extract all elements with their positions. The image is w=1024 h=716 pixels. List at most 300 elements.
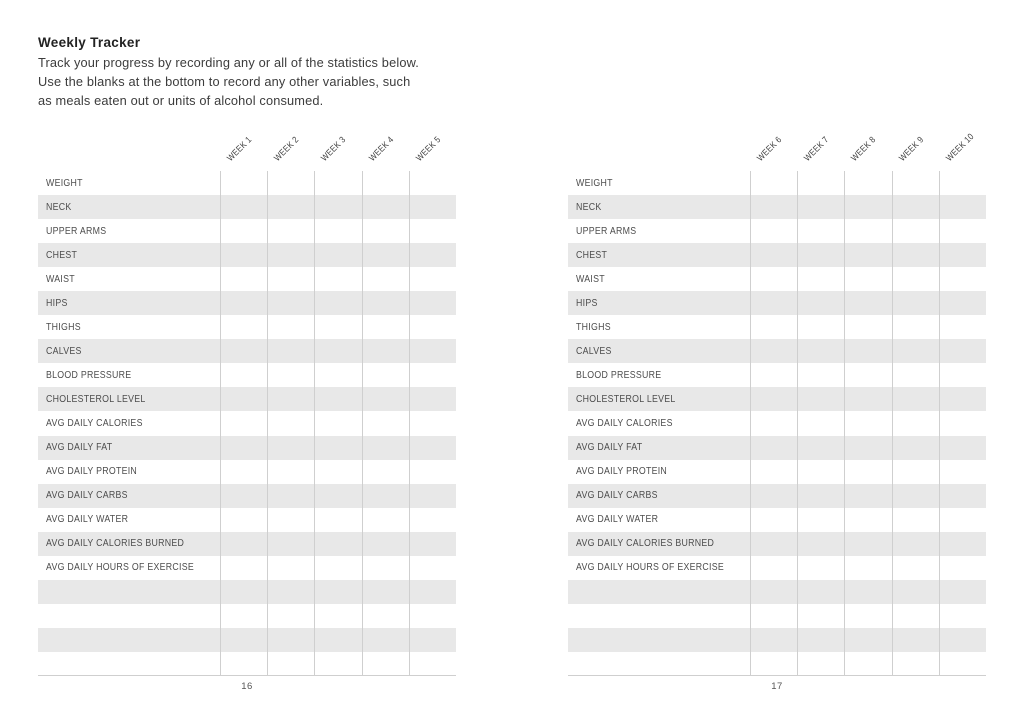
week-cell [750, 436, 797, 460]
week-cell [797, 604, 844, 628]
week-column-header: WEEK 2 [272, 134, 301, 163]
tracker-table-weeks-6-10 [568, 131, 986, 692]
week-cell [892, 315, 939, 339]
week-cell [220, 339, 267, 363]
row-label [38, 580, 220, 604]
week-cell [892, 219, 939, 243]
week-cell [939, 628, 986, 652]
week-cell [220, 508, 267, 532]
tracker-row [568, 267, 986, 291]
week-cell [314, 436, 361, 460]
row-label: THIGHS [576, 321, 611, 333]
row-label [38, 628, 220, 652]
week-cell [892, 339, 939, 363]
week-cell [409, 243, 456, 267]
row-label: UPPER ARMS [46, 225, 107, 237]
week-cell [797, 508, 844, 532]
week-cell [362, 580, 409, 604]
week-cell [939, 532, 986, 556]
week-cell [267, 652, 314, 676]
row-label: AVG DAILY CALORIES [576, 417, 673, 429]
week-cell [750, 387, 797, 411]
week-cell [220, 195, 267, 219]
week-cell [750, 363, 797, 387]
row-label [38, 652, 220, 676]
page-description [38, 54, 508, 110]
week-cell [314, 339, 361, 363]
week-cell [939, 460, 986, 484]
week-cell [892, 436, 939, 460]
week-cell [362, 171, 409, 195]
week-cell [314, 652, 361, 676]
week-cell [750, 243, 797, 267]
week-cell [892, 387, 939, 411]
row-label: HIPS [576, 297, 598, 309]
week-cell [939, 508, 986, 532]
week-cell [750, 267, 797, 291]
week-cell [409, 628, 456, 652]
week-cell [892, 652, 939, 676]
week-cell [409, 508, 456, 532]
week-cell [892, 580, 939, 604]
week-cell [314, 267, 361, 291]
description-line: Track your progress by recording any or all of the statistics below. [38, 55, 419, 70]
week-cell [750, 556, 797, 580]
week-cell [314, 315, 361, 339]
week-cell [892, 508, 939, 532]
week-cell [362, 267, 409, 291]
tracker-rows [568, 171, 986, 675]
tracker-row [38, 387, 456, 411]
row-label: CALVES [576, 345, 612, 357]
week-cell [797, 243, 844, 267]
week-cell [797, 291, 844, 315]
week-cell [220, 267, 267, 291]
tracker-row [38, 556, 456, 580]
week-cell [409, 652, 456, 676]
week-cell [409, 556, 456, 580]
week-cell [892, 484, 939, 508]
week-cell [362, 315, 409, 339]
tracker-row [568, 315, 986, 339]
week-cell [362, 484, 409, 508]
week-cell [892, 291, 939, 315]
row-label: BLOOD PRESSURE [46, 369, 132, 381]
week-cell [362, 436, 409, 460]
week-cell [409, 411, 456, 435]
week-cell [892, 243, 939, 267]
week-cell [409, 339, 456, 363]
week-cell [797, 219, 844, 243]
week-cell [797, 460, 844, 484]
week-cell [362, 195, 409, 219]
week-cell [892, 556, 939, 580]
tracker-row [568, 532, 986, 556]
row-label: AVG DAILY CALORIES BURNED [576, 538, 715, 550]
week-cell [314, 363, 361, 387]
week-cell [267, 604, 314, 628]
week-cell [797, 556, 844, 580]
week-cell [939, 387, 986, 411]
page-number: 17 [771, 681, 783, 692]
row-label: HIPS [46, 297, 68, 309]
row-label: CHEST [46, 249, 78, 261]
week-cell [409, 604, 456, 628]
week-cell [750, 339, 797, 363]
tracker-row [568, 387, 986, 411]
week-cell [939, 171, 986, 195]
week-cell [844, 267, 891, 291]
week-cell [844, 387, 891, 411]
week-cell [409, 315, 456, 339]
week-cell [844, 484, 891, 508]
week-cell [409, 532, 456, 556]
week-cell [362, 460, 409, 484]
week-cell [267, 195, 314, 219]
week-cell [314, 243, 361, 267]
tracker-row [38, 243, 456, 267]
week-cell [220, 291, 267, 315]
week-cell [409, 219, 456, 243]
week-column-header: WEEK 5 [413, 134, 443, 163]
tracker-row [568, 411, 986, 435]
week-cell [267, 267, 314, 291]
tracker-row [568, 219, 986, 243]
tracker-row [568, 339, 986, 363]
week-cell [220, 460, 267, 484]
week-cell [314, 508, 361, 532]
week-cell [409, 387, 456, 411]
row-label: AVG DAILY FAT [576, 442, 643, 454]
row-label: BLOOD PRESSURE [576, 369, 662, 381]
tracker-row [38, 195, 456, 219]
week-cell [844, 460, 891, 484]
week-cell [362, 604, 409, 628]
week-cell [797, 339, 844, 363]
week-cell [220, 652, 267, 676]
week-cell [939, 556, 986, 580]
week-cell [220, 171, 267, 195]
week-cell [797, 267, 844, 291]
week-cell [267, 580, 314, 604]
week-cell [939, 652, 986, 676]
week-cell [750, 628, 797, 652]
row-label: WEIGHT [46, 177, 83, 189]
tracker-row [38, 339, 456, 363]
week-cell [409, 171, 456, 195]
week-cell [409, 291, 456, 315]
week-cell [844, 580, 891, 604]
week-cell [314, 628, 361, 652]
tracker-row-blank [38, 604, 456, 628]
description-line: as meals eaten out or units of alcohol consumed. [38, 92, 324, 108]
week-cell [892, 604, 939, 628]
week-cell [844, 363, 891, 387]
week-cell [267, 556, 314, 580]
week-cell [362, 339, 409, 363]
row-label: AVG DAILY PROTEIN [576, 466, 668, 478]
row-label: CHOLESTEROL LEVEL [46, 393, 146, 405]
tracker-row-blank [38, 652, 456, 676]
week-column-header: WEEK 8 [849, 134, 878, 163]
row-label: AVG DAILY CALORIES [46, 417, 143, 429]
week-column-header: WEEK 1 [224, 134, 254, 163]
week-cell [844, 652, 891, 676]
week-cell [267, 508, 314, 532]
week-cell [844, 604, 891, 628]
row-label: AVG DAILY WATER [576, 514, 659, 526]
week-cell [220, 580, 267, 604]
tracker-row-blank [568, 580, 986, 604]
week-cell [220, 628, 267, 652]
tracker-row [568, 243, 986, 267]
tracker-row [568, 484, 986, 508]
tracker-row [38, 363, 456, 387]
row-label [568, 604, 750, 628]
week-cell [220, 363, 267, 387]
week-cell [892, 363, 939, 387]
week-cell [939, 195, 986, 219]
week-cell [267, 436, 314, 460]
week-cell [267, 363, 314, 387]
week-cell [409, 484, 456, 508]
tracker-row [38, 315, 456, 339]
week-cell [844, 315, 891, 339]
week-cell [362, 556, 409, 580]
week-cell [892, 195, 939, 219]
week-cell [220, 411, 267, 435]
tracker-row-blank [38, 628, 456, 652]
tracker-row-blank [568, 604, 986, 628]
tracker-row [568, 291, 986, 315]
week-cell [844, 243, 891, 267]
week-cell [939, 580, 986, 604]
week-cell [844, 219, 891, 243]
row-label: CALVES [46, 345, 82, 357]
week-cell [797, 484, 844, 508]
row-label: AVG DAILY HOURS OF EXERCISE [46, 562, 194, 574]
week-cell [314, 556, 361, 580]
week-cell [892, 628, 939, 652]
week-cell [314, 291, 361, 315]
week-cell [267, 628, 314, 652]
week-cell [844, 436, 891, 460]
tracker-row [568, 363, 986, 387]
tracker-row [568, 436, 986, 460]
week-cell [267, 243, 314, 267]
week-cell [750, 171, 797, 195]
week-column-header: WEEK 3 [319, 134, 348, 163]
week-cell [750, 652, 797, 676]
row-label: AVG DAILY HOURS OF EXERCISE [576, 562, 724, 574]
week-cell [844, 411, 891, 435]
week-cell [314, 460, 361, 484]
tracker-row [568, 460, 986, 484]
week-cell [750, 411, 797, 435]
row-label: AVG DAILY CALORIES BURNED [46, 538, 185, 550]
week-cell [844, 339, 891, 363]
week-column-header: WEEK 9 [896, 134, 926, 163]
week-column-header: WEEK 4 [366, 134, 396, 163]
week-cell [267, 219, 314, 243]
week-cell [314, 484, 361, 508]
week-cell [267, 411, 314, 435]
week-cell [314, 580, 361, 604]
week-cell [220, 219, 267, 243]
tracker-row [568, 195, 986, 219]
week-cell [220, 604, 267, 628]
tracker-row [568, 556, 986, 580]
week-cell [844, 195, 891, 219]
row-label: AVG DAILY CARBS [46, 490, 128, 502]
week-column-header: WEEK 6 [754, 134, 784, 163]
tracker-row [568, 171, 986, 195]
week-cell [362, 387, 409, 411]
week-cell [797, 171, 844, 195]
week-cell [750, 484, 797, 508]
week-cell [362, 291, 409, 315]
week-cell [797, 532, 844, 556]
week-cell [797, 195, 844, 219]
week-cell [362, 411, 409, 435]
row-label: UPPER ARMS [576, 225, 637, 237]
week-cell [409, 580, 456, 604]
tracker-row [38, 267, 456, 291]
week-cell [267, 532, 314, 556]
page-header [38, 35, 508, 110]
week-cell [362, 532, 409, 556]
week-cell [797, 315, 844, 339]
week-cell [267, 315, 314, 339]
week-cell [939, 219, 986, 243]
week-cell [892, 532, 939, 556]
week-cell [314, 219, 361, 243]
week-cell [267, 484, 314, 508]
week-cell [750, 460, 797, 484]
week-cell [939, 243, 986, 267]
tracker-row-blank [38, 580, 456, 604]
week-cell [797, 436, 844, 460]
week-cell [409, 267, 456, 291]
week-cell [362, 219, 409, 243]
week-cell [797, 580, 844, 604]
week-cell [750, 195, 797, 219]
week-cell [220, 556, 267, 580]
row-label [38, 604, 220, 628]
week-cell [939, 339, 986, 363]
week-cell [750, 604, 797, 628]
week-cell [892, 267, 939, 291]
week-cell [750, 508, 797, 532]
tracker-row [38, 171, 456, 195]
row-label: WAIST [576, 273, 605, 285]
description-line: Use the blanks at the bottom to record any other variables, such [38, 73, 411, 89]
week-cell [314, 171, 361, 195]
week-cell [220, 532, 267, 556]
row-label: NECK [576, 201, 602, 213]
week-cell [844, 171, 891, 195]
week-cell [409, 195, 456, 219]
week-column-header: WEEK 10 [943, 131, 976, 163]
week-cell [314, 411, 361, 435]
row-label: WAIST [46, 273, 75, 285]
week-cell [939, 363, 986, 387]
week-cell [892, 171, 939, 195]
week-cell [314, 387, 361, 411]
week-cell [220, 436, 267, 460]
week-cell [750, 580, 797, 604]
tracker-row [38, 460, 456, 484]
week-cell [797, 363, 844, 387]
tracker-row-blank [568, 652, 986, 676]
page-title: Weekly Tracker [38, 35, 141, 50]
week-cell [750, 219, 797, 243]
week-cell [220, 387, 267, 411]
row-label: WEIGHT [576, 177, 613, 189]
week-cell [939, 291, 986, 315]
row-label: AVG DAILY CARBS [576, 490, 658, 502]
week-cell [750, 532, 797, 556]
week-cell [844, 508, 891, 532]
week-cell [220, 484, 267, 508]
week-cell [797, 387, 844, 411]
tracker-row [38, 436, 456, 460]
week-cell [267, 460, 314, 484]
tracker-row [38, 411, 456, 435]
week-cell [939, 484, 986, 508]
week-cell [844, 291, 891, 315]
row-label [568, 580, 750, 604]
tracker-row-blank [568, 628, 986, 652]
week-cell [844, 556, 891, 580]
week-cell [797, 628, 844, 652]
row-label: CHOLESTEROL LEVEL [576, 393, 676, 405]
week-cell [939, 411, 986, 435]
week-cell [939, 267, 986, 291]
row-label: CHEST [576, 249, 608, 261]
row-label: THIGHS [46, 321, 81, 333]
tracker-row [38, 508, 456, 532]
week-cell [750, 315, 797, 339]
row-label: NECK [46, 201, 72, 213]
week-cell [362, 363, 409, 387]
week-column-header: WEEK 7 [802, 134, 831, 163]
row-label: AVG DAILY PROTEIN [46, 466, 138, 478]
week-cell [220, 315, 267, 339]
tracker-row [38, 532, 456, 556]
week-cell [939, 604, 986, 628]
week-cell [362, 243, 409, 267]
tracker-table-weeks-1-5 [38, 134, 456, 692]
row-label [568, 652, 750, 676]
row-label [568, 628, 750, 652]
week-cell [267, 171, 314, 195]
week-cell [939, 436, 986, 460]
week-cell [797, 411, 844, 435]
tracker-rows [38, 171, 456, 675]
week-cell [267, 387, 314, 411]
week-cell [362, 628, 409, 652]
row-label: AVG DAILY FAT [46, 442, 113, 454]
week-cell [750, 291, 797, 315]
week-cell [409, 436, 456, 460]
week-cell [892, 411, 939, 435]
week-cell [267, 339, 314, 363]
week-cell [362, 652, 409, 676]
tracker-row [568, 508, 986, 532]
week-cell [844, 628, 891, 652]
row-label: AVG DAILY WATER [46, 514, 129, 526]
